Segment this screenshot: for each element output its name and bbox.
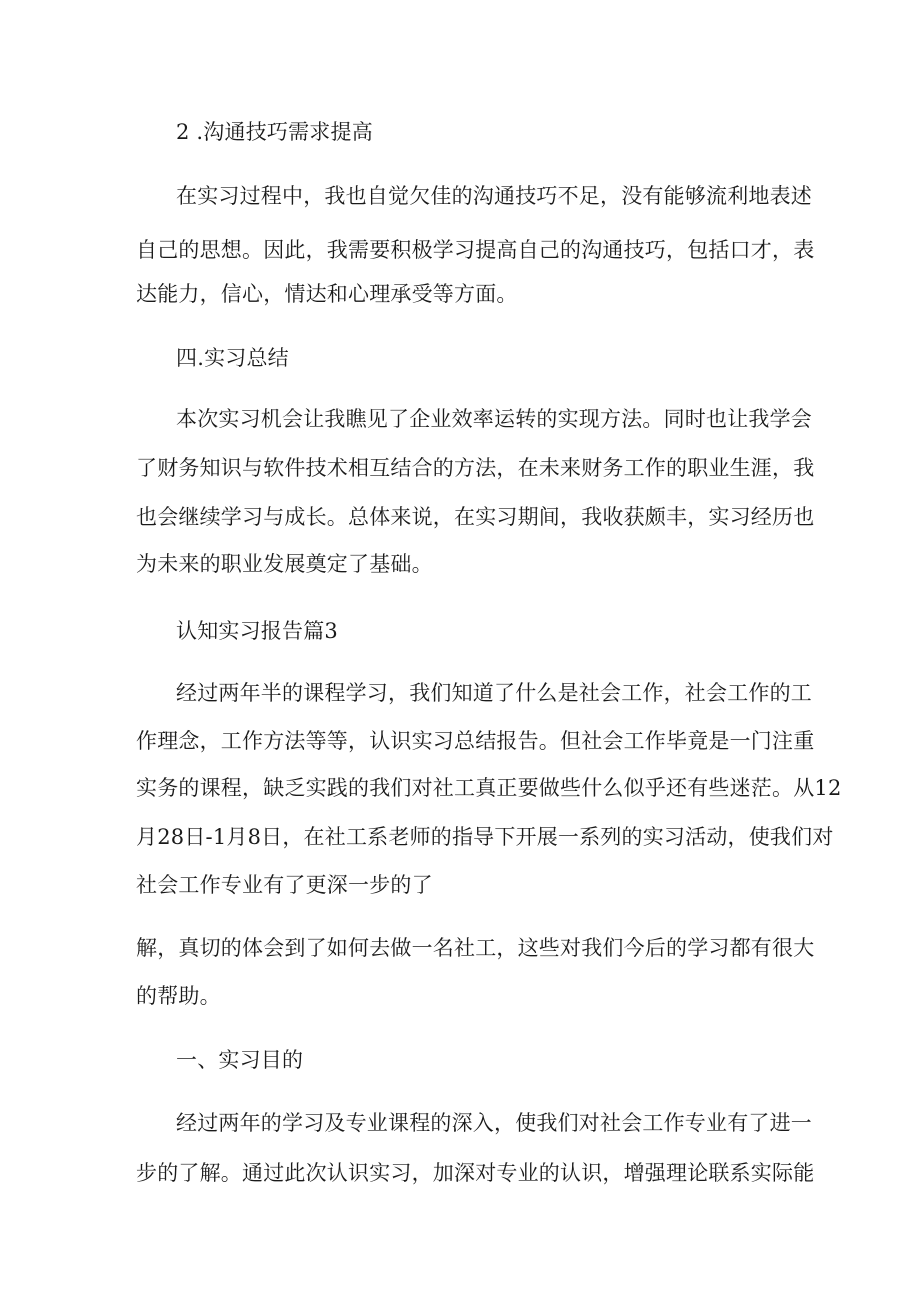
paragraph-line: 在实习过程中，我也自觉欠佳的沟通技巧不足，没有能够流利地表述 <box>176 184 812 208</box>
heading-internship-purpose: 一、实习目的 <box>176 1048 304 1072</box>
paragraph-line: 的帮助。 <box>136 984 221 1008</box>
heading-internship-summary: 四.实习总结 <box>176 346 289 370</box>
paragraph-line: 本次实习机会让我瞧见了企业效率运转的实现方法。同时也让我学会 <box>176 407 812 431</box>
paragraph-line: 了财务知识与软件技术相互结合的方法，在未来财务工作的职业生涯，我 <box>136 456 815 480</box>
paragraph-line: 自己的思想。因此，我需要积极学习提高自己的沟通技巧，包括口才，表 <box>136 238 815 262</box>
paragraph-line: 经过两年的学习及专业课程的深入，使我们对社会工作专业有了进一 <box>176 1111 812 1135</box>
paragraph-line: 步的了解。通过此次认识实习，加深对专业的认识，增强理论联系实际能 <box>136 1161 815 1185</box>
paragraph-line: 为未来的职业发展奠定了基础。 <box>136 552 433 576</box>
paragraph-line: 也会继续学习与成长。总体来说，在实习期间，我收获颇丰，实习经历也 <box>136 505 815 529</box>
heading-report-part-3: 认知实习报告篇3 <box>176 619 338 643</box>
heading-communication-skills: 2 .沟通技巧需求提高 <box>176 120 373 144</box>
paragraph-line: 经过两年半的课程学习，我们知道了什么是社会工作，社会工作的工 <box>176 681 812 705</box>
paragraph-line: 作理念，工作方法等等，认识实习总结报告。但社会工作毕竟是一门注重 <box>136 729 815 753</box>
paragraph-line: 实务的课程，缺乏实践的我们对社工真正要做些什么似乎还有些迷茫。从12 <box>136 776 842 800</box>
paragraph-line: 解，真切的体会到了如何去做一名社工，这些对我们今后的学习都有很大 <box>136 936 815 960</box>
paragraph-line: 达能力，信心，情达和心理承受等方面。 <box>136 282 518 306</box>
paragraph-line: 月28日-1月8日，在社工系老师的指导下开展一系列的实习活动，使我们对 <box>136 825 834 849</box>
paragraph-line: 社会工作专业有了更深一步的了 <box>136 873 433 897</box>
